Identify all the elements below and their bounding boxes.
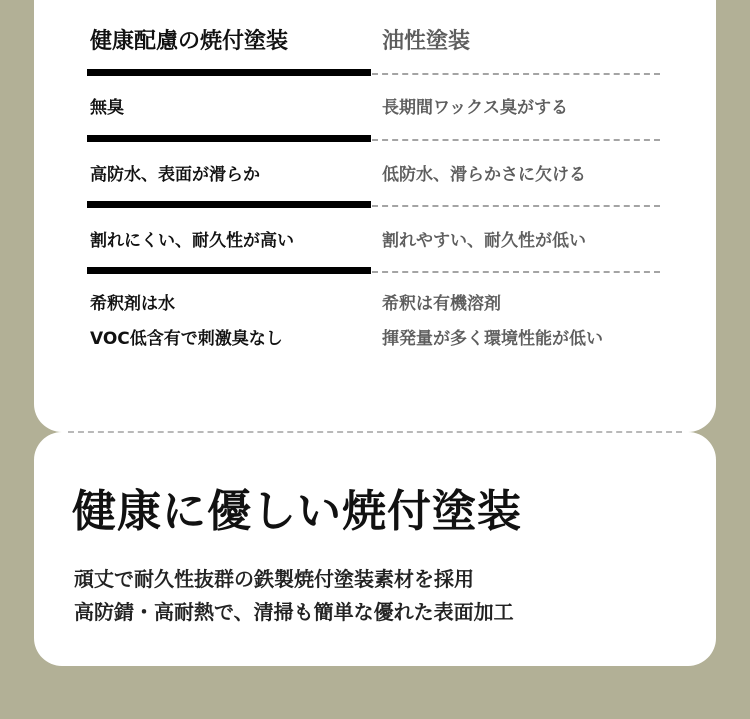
- row-right-cell-line1: 希釈は有機溶剤: [382, 294, 501, 314]
- row-divider-bar: [87, 69, 371, 76]
- feature-title: 健康に優しい焼付塗装: [72, 486, 522, 537]
- header-oil-paint: 油性塗装: [382, 29, 471, 54]
- row-left-cell: 高防水、表面が滑らか: [90, 165, 260, 185]
- row-divider-dash: [372, 271, 660, 273]
- card-divider: [68, 431, 682, 433]
- row-right-cell: 長期間ワックス臭がする: [382, 98, 568, 118]
- row-right-cell-line2: 揮発量が多く環境性能が低い: [382, 329, 603, 349]
- row-divider-bar: [87, 135, 371, 142]
- row-divider-bar: [87, 201, 371, 208]
- feature-card: [34, 432, 716, 666]
- row-left-cell-line1: 希釈剤は水: [90, 294, 175, 314]
- row-right-cell: 割れやすい、耐久性が低い: [382, 231, 586, 251]
- row-left-cell: 割れにくい、耐久性が高い: [90, 231, 294, 251]
- row-right-cell: 低防水、滑らかさに欠ける: [382, 165, 586, 185]
- comparison-card: [34, 0, 716, 432]
- row-divider-bar: [87, 267, 371, 274]
- header-baking-paint: 健康配慮の焼付塗装: [90, 29, 289, 54]
- row-divider-dash: [372, 73, 660, 75]
- feature-description-line1: 頑丈で耐久性抜群の鉄製焼付塗装素材を採用: [74, 567, 474, 591]
- feature-description-line2: 高防錆・高耐熱で、清掃も簡単な優れた表面加工: [74, 600, 514, 624]
- row-left-cell: 無臭: [90, 98, 124, 118]
- row-left-cell-line2: VOC低含有で刺激臭なし: [90, 329, 283, 349]
- row-divider-dash: [372, 205, 660, 207]
- row-divider-dash: [372, 139, 660, 141]
